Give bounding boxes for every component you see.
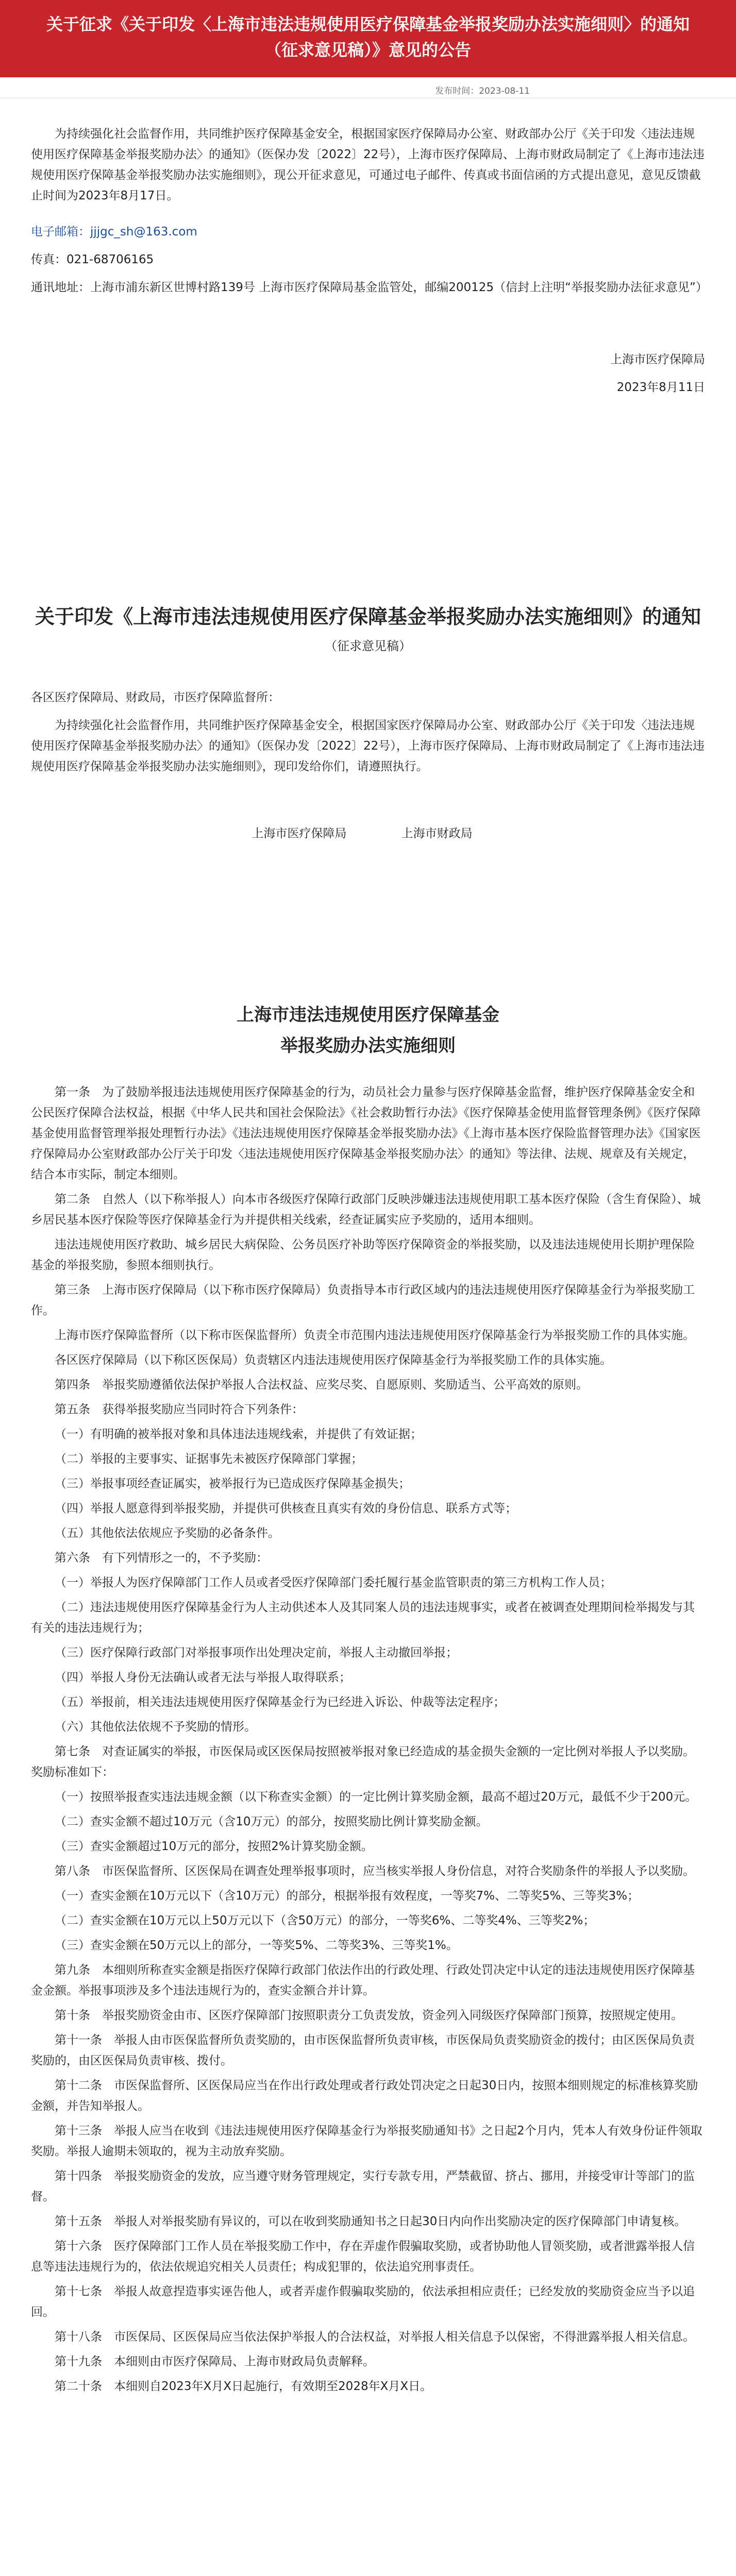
rules-article: （一）按照举报查实违法违规金额（以下称查实金额）的一定比例计算奖励金额，最高不超过20万元，最低不少于200元。: [55, 1790, 697, 1804]
notice-date: 2023年8月11日: [616, 381, 705, 394]
doc-addressee: 各区医疗保障局、财政局，市医疗保障监督所：: [31, 691, 280, 704]
rules-article: 第十八条 市医保局、区医保局应当依法保护举报人的合法权益，对举报人相关信息予以保密，不得泄露举报人相关信息。: [55, 2330, 695, 2344]
rules-article: （二）举报的主要事实、证据事先未被医疗保障部门掌握；: [55, 1452, 363, 1466]
rules-article: （三）查实金额超过10万元的部分，按照2%计算奖励金额。: [55, 1840, 373, 1853]
rules-article: 第七条 对查证属实的举报，市医保局或区医保局按照被举报对象已经造成的基金损失金额的一定比例对举报人予以奖励。奖励标准如下：: [31, 1745, 695, 1779]
page-title: [0, 11, 736, 63]
doc-sign-2: 上海市财政局: [401, 827, 473, 840]
page-title-line1: 关于征求《关于印发〈上海市违法违规使用医疗保障基金举报奖励办法实施细则〉的通知: [46, 14, 690, 34]
doc-title: 关于印发《上海市违法违规使用医疗保障基金举报奖励办法实施细则》的通知: [35, 605, 701, 628]
rules-article: （三）医疗保障行政部门对举报事项作出处理决定前，举报人主动撤回举报；: [55, 1646, 458, 1659]
rules-article: （一）举报人为医疗保障部门工作人员或者受医疗保障部门委托履行基金监管职责的第三方机构工作人员；: [55, 1576, 612, 1589]
rules-article: 第十三条 举报人应当在收到《违法违规使用医疗保障基金行为举报奖励通知书》之日起2个月内，凭本人有效身份证件领取奖励。举报人逾期未领取的，视为主动放弃奖励。: [31, 2124, 702, 2158]
rules-article: 第四条 举报奖励遵循依法保护举报人合法权益、应奖尽奖、自愿原则、奖励适当、公平高效的原则。: [55, 1378, 588, 1392]
doc-subtitle: （征求意见稿）: [325, 639, 411, 653]
rules-article: （二）查实金额不超过10万元（含10万元）的部分，按照奖励比例计算奖励金额。: [55, 1815, 488, 1828]
rules-article: （五）其他依法依规应予奖励的必备条件。: [55, 1527, 280, 1540]
notice-org: 上海市医疗保障局: [610, 353, 705, 366]
publish-date: 发布时间：2023-08-11: [435, 86, 530, 96]
rules-article: 第九条 本细则所称查实金额是指医疗保障行政部门依法作出的行政处理、行政处罚决定中认定的违法违规使用医疗保障基金金额。举报事项涉及多个违法违规行为的，查实金额合并计算。: [31, 1963, 695, 1997]
rules-article: 第二十条 本细则自2023年X月X日起施行，有效期至2028年X月X日。: [55, 2380, 432, 2393]
doc-section: [31, 603, 705, 844]
rules-article: 第十五条 举报人对举报奖励有异议的，可以在收到奖励通知书之日起30日内向作出奖励决定的医疗保障部门申请复核。: [55, 2215, 687, 2228]
rules-article: （六）其他依法依规不予奖励的情形。: [55, 1720, 256, 1734]
rules-article: 第十九条 本细则由市医疗保障局、上海市财政局负责解释。: [55, 2355, 375, 2368]
rules-article: 第十七条 举报人故意捏造事实诬告他人，或者弄虚作假骗取奖励的，依法承担相应责任；已经发放的奖励资金应当予以追回。: [31, 2285, 695, 2319]
rules-article: 第十条 举报奖励资金由市、区医疗保障部门按照职责分工负责发放，资金列入同级医疗保障部门预算，按照规定使用。: [55, 2009, 683, 2022]
page-title-line2: （征求意见稿）》意见的公告: [264, 40, 471, 60]
rules-article: 第八条 市医保监督所、区医保局在调查处理举报事项时，应当核实举报人身份信息，对符合奖励条件的举报人予以奖励。: [55, 1865, 695, 1878]
notice-email[interactable]: [31, 222, 705, 242]
meta-bar: [0, 78, 736, 98]
rules-article: 第一条 为了鼓励举报违法违规使用医疗保障基金的行为，动员社会力量参与医疗保障基金监督，维护医疗保障基金安全和公民医疗保障合法权益，根据《中华人民共和国社会保险法》《社会救助暂行办法》《医疗保障基金使用监督管理条例》《医疗保障基金使用监督管理举报处理暂行办法》《违法违规使用医疗保障基金举报奖励办法》《上海市基本医疗保险监督管理办法》《国家医疗保障局办公室财政部办公厅关于印发〈违法违规使用医疗保障基金举报奖励办法〉的通知》等法律、法规、规章及有关规定，结合本市实际，制定本细则。: [31, 1086, 701, 1181]
rules-article: （二）违法违规使用医疗保障基金行为人主动供述本人及其同案人员的违法违规事实，或者在被调查处理期间检举揭发与其有关的违法违规行为；: [31, 1601, 695, 1635]
rules-section: [31, 999, 705, 2397]
rules-article: （一）查实金额在10万元以下（含10万元）的部分，根据举报有效程度，一等奖7%、二等奖5%、三等奖3%；: [55, 1889, 639, 1903]
rules-article: 违法违规使用医疗救助、城乡居民大病保险、公务员医疗补助等医疗保障资金的举报奖励，以及违法违规使用长期护理保险基金的举报奖励，参照本细则执行。: [31, 1238, 695, 1272]
rules-article: 第五条 获得举报奖励应当同时符合下列条件：: [55, 1403, 304, 1416]
rules-article: （四）举报人愿意得到举报奖励，并提供可供核查且真实有效的身份信息、联系方式等；: [55, 1502, 517, 1515]
rules-article: 第十二条 市医保监督所、区医保局应当在作出行政处理或者行政处罚决定之日起30日内，按照本细则规定的标准核算奖励金额，并告知举报人。: [31, 2079, 698, 2113]
doc-body: 为持续强化社会监督作用，共同维护医疗保障基金安全，根据国家医疗保障局办公室、财政部办公厅《关于印发〈违法违规使用医疗保障基金举报奖励办法〉的通知》（医保办发〔2022〕22号），上海市医疗保障局、上海市财政局制定了《上海市违法违规使用医疗保障基金举报奖励办法实施细则》，现印发给你们，请遵照执行。: [31, 719, 705, 773]
rules-article: （四）举报人身份无法确认或者无法与举报人取得联系；: [55, 1671, 351, 1684]
rules-title-2: 举报奖励办法实施细则: [280, 1036, 456, 1056]
notice-paragraph: 为持续强化社会监督作用，共同维护医疗保障基金安全，根据国家医疗保障局办公室、财政部办公厅《关于印发〈违法违规使用医疗保障基金举报奖励办法〉的通知》（医保办发〔2022〕22号），上海市医疗保障局、上海市财政局制定了《上海市违法违规使用医疗保障基金举报奖励办法实施细则》，现公开征求意见，可通过电子邮件、传真或书面信函的方式提出意见，意见反馈截止时间为2023年8月17日。: [31, 127, 705, 202]
rules-article: 各区医疗保障局（以下称区医保局）负责辖区内违法违规使用医疗保障基金行为举报奖励工作的具体实施。: [55, 1353, 612, 1367]
doc-sign-1: 上海市医疗保障局: [252, 827, 347, 840]
email-link[interactable]: 电子邮箱：jjjgc_sh@163.com: [31, 225, 197, 239]
rules-title-1: 上海市违法违规使用医疗保障基金: [237, 1005, 499, 1025]
rules-articles: [31, 1082, 705, 2397]
rules-article: （三）查实金额在50万元以上的部分，一等奖5%、二等奖3%、三等奖1%。: [55, 1939, 458, 1952]
rules-article: 上海市医疗保障监督所（以下称市医保监督所）负责全市范围内违法违规使用医疗保障基金行为举报奖励工作的具体实施。: [55, 1329, 695, 1342]
rules-article: 第十一条 举报人由市医保监督所负责奖励的，由市医保监督所负责审核，市医保局负责奖励资金的拨付；由区医保局负责奖励的，由区医保局负责审核、拨付。: [31, 2033, 695, 2067]
rules-article: （二）查实金额在10万元以上50万元以下（含50万元）的部分，一等奖6%、二等奖4%、三等奖2%；: [55, 1914, 595, 1927]
rules-article: 第六条 有下列情形之一的，不予奖励：: [55, 1551, 268, 1565]
rules-article: 第十四条 举报奖励资金的发放，应当遵守财务管理规定，实行专款专用，严禁截留、挤占、挪用，并接受审计等部门的监督。: [31, 2170, 695, 2204]
notice-fax: 传真：021-68706165: [31, 253, 154, 266]
rules-article: （五）举报前，相关违法违规使用医疗保障基金行为已经进入诉讼、仲裁等法定程序；: [55, 1696, 505, 1709]
rules-article: （三）举报事项经查证属实，被举报行为已造成医疗保障基金损失；: [55, 1477, 410, 1490]
notice-section: [31, 124, 708, 398]
notice-address: 通讯地址：上海市浦东新区世博村路139号 上海市医疗保障局基金监管处，邮编200125（信封上注明“举报奖励办法征求意见”）: [31, 281, 708, 294]
rules-article: （一）有明确的被举报对象和具体违法违规线索，并提供了有效证据；: [55, 1428, 422, 1441]
rules-article: 第二条 自然人（以下称举报人）向本市各级医疗保障行政部门反映涉嫌违法违规使用职工基本医疗保险（含生育保险）、城乡居民基本医疗保险等医疗保障基金行为并提供相关线索，经查证属实应予奖励的，适用本细则。: [31, 1193, 701, 1227]
rules-article: 第三条 上海市医疗保障局（以下称市医疗保障局）负责指导本市行政区域内的违法违规使用医疗保障基金行为举报奖励工作。: [31, 1283, 695, 1317]
doc-signatures: [31, 823, 705, 844]
rules-article: 第十六条 医疗保障部门工作人员在举报奖励工作中，存在弄虚作假骗取奖励，或者协助他人冒领奖励，或者泄露举报人信息等违法违规行为的，依法依规追究相关人员责任；构成犯罪的，依法追究刑事责任。: [31, 2240, 695, 2274]
